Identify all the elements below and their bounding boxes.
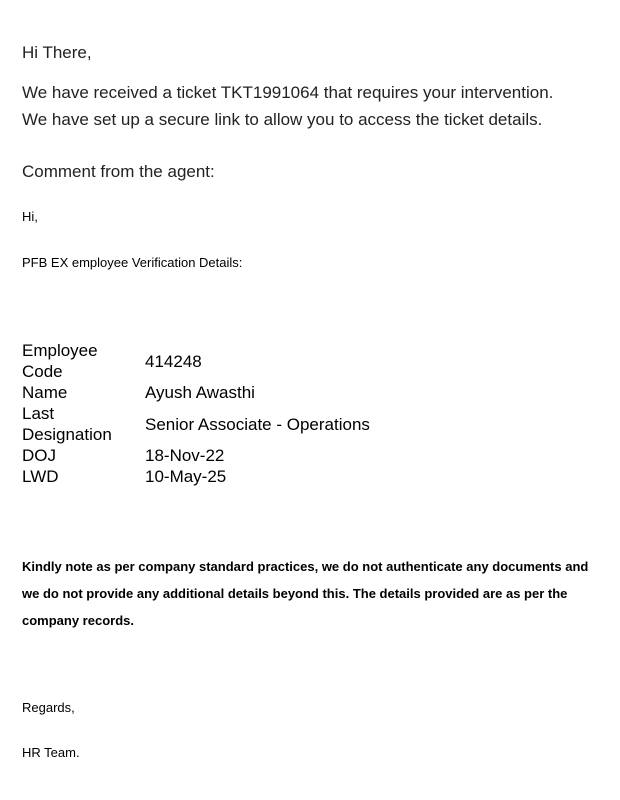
doj-value: 18-Nov-22 [145,446,225,465]
table-row-doj [22,445,370,466]
row-label: Last Designation [22,404,112,444]
lwd-value: 10-May-25 [145,467,227,486]
intro-paragraph [22,79,612,133]
designation-value: Senior Associate - Operations [145,414,370,434]
row-label: LWD [22,467,59,486]
row-label: DOJ [22,446,56,465]
signature: HR Team. [22,745,80,760]
employee-details-table [22,340,370,487]
intro-line-1: We have received a ticket TKT1991064 that requires your intervention. [22,83,554,102]
row-label: Name [22,383,68,402]
table-row-last-designation [22,403,370,445]
agent-salutation: Hi, [22,209,38,224]
closing: Regards, [22,700,75,715]
name-value: Ayush Awasthi [145,383,255,402]
table-row-lwd [22,466,370,487]
row-label: Employee Code [22,341,98,381]
intro-line-2: We have set up a secure link to allow you to access the ticket details. [22,110,543,129]
details-heading: PFB EX employee Verification Details: [22,255,243,270]
comment-label: Comment from the agent: [22,162,215,181]
greeting: Hi There, [22,43,92,62]
employee-code-value: 414248 [145,351,202,371]
table-row-employee-code [22,340,370,382]
table-row-name [22,382,370,403]
disclaimer-notice: Kindly note as per company standard practices, we do not authenticate any documents and we do not provide any additional details beyond this. The details provided are as per the company records. [22,559,589,628]
